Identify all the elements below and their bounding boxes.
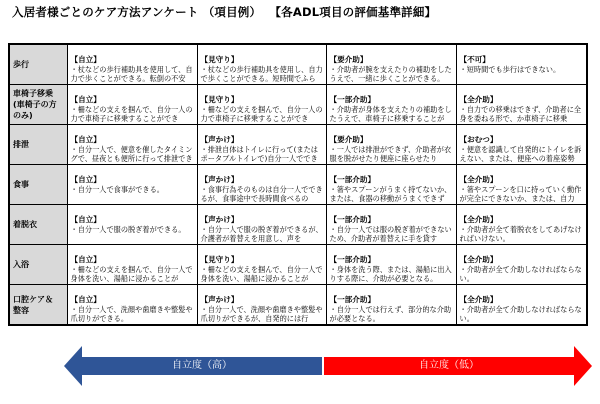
- level-label: 【一部介助】: [329, 255, 376, 264]
- level-label: 【見守り】: [200, 255, 239, 264]
- table-row: [9, 205, 587, 245]
- table-row: [9, 85, 587, 125]
- level-label: 【自立】: [70, 295, 101, 304]
- level-label: 【自立】: [70, 175, 101, 184]
- table-cell: [326, 44, 456, 85]
- level-description: ・自分一人で服の脱ぎ着ができるが、介護者が着替えを用意し、声を: [200, 224, 323, 243]
- level-description: ・食事行為そのものは自分一人でできるが、食事途中で長時間食べるの: [200, 184, 323, 203]
- level-label: 【要介助】: [329, 55, 368, 64]
- table-cell: [67, 44, 197, 85]
- row-header-dressing: 着脱衣: [9, 205, 67, 245]
- independence-low-label: 自立度（低）: [419, 360, 479, 371]
- table-cell: [456, 44, 587, 85]
- table-cell: [197, 44, 326, 85]
- table-cell: [326, 285, 456, 326]
- row-header-eating: 食事: [9, 165, 67, 205]
- table-cell: [67, 125, 197, 165]
- level-label: 【声かけ】: [200, 295, 239, 304]
- row-header-oral-care-grooming: 口腔ケア＆ 整容: [9, 285, 67, 326]
- table-cell: [67, 85, 197, 125]
- table-cell: [67, 245, 197, 285]
- arrow-right-icon: [574, 346, 592, 386]
- table-cell: [67, 205, 197, 245]
- level-description: ・柵などの支えを掴んで、自分一人で身体を洗い、湯船に浸かることが: [70, 264, 193, 283]
- level-label: 【自立】: [70, 135, 101, 144]
- level-description: ・自分一人では行えず、部分的な介助が必要となる。: [329, 304, 452, 323]
- arrow-left-icon: [64, 346, 82, 386]
- level-description: ・自分一人で、洗顔や歯磨きや整髪や爪切りができるが、自発的には行: [200, 304, 323, 323]
- row-header-wheelchair-transfer: 車椅子移乗 (車椅子の方 のみ): [9, 85, 67, 125]
- level-description: ・排泄自体はトイレに行って(または ポータブルトイレで)自分一人ででき: [200, 144, 318, 163]
- level-label: 【一部介助】: [329, 175, 376, 184]
- level-description: ・介助者が全て介助しなければならない。: [459, 304, 582, 323]
- title-text: 入居者様ごとのケア方法アンケート （項目例）: [12, 5, 262, 19]
- level-label: 【全介助】: [459, 255, 498, 264]
- level-label: 【おむつ】: [459, 135, 498, 144]
- level-description: ・柵などの支えを掴んで、自分一人の力で車椅子に移乗することができ: [200, 104, 323, 123]
- table-row: [9, 285, 587, 326]
- level-label: 【自立】: [70, 215, 101, 224]
- independence-scale-arrow: [64, 346, 592, 386]
- level-description: ・自分一人で食事ができる。: [70, 184, 164, 194]
- level-description: ・柵などの支えを掴んで、自分一人の力で車椅子に移乗することができ: [70, 104, 193, 123]
- table-cell: [197, 125, 326, 165]
- level-label: 【一部介助】: [329, 95, 376, 104]
- row-header-toileting: 排泄: [9, 125, 67, 165]
- table-cell: [326, 85, 456, 125]
- table-cell: [197, 165, 326, 205]
- level-label: 【自立】: [70, 55, 101, 64]
- level-label: 【声かけ】: [200, 215, 239, 224]
- level-label: 【全介助】: [459, 215, 498, 224]
- level-description: ・箸やスプーンがうまく持てないか、または、食器の移動がうまくできず: [329, 184, 452, 203]
- table-cell: [326, 125, 456, 165]
- row-header-walking: 歩行: [9, 44, 67, 85]
- level-description: ・箸やスプーンを口に持っていく動作が完全にできないか、または、自力: [459, 184, 582, 203]
- level-description: ・杖などの歩行補助具を使用して、自力で歩くことができる。転倒の不安: [70, 64, 193, 83]
- level-label: 【自立】: [70, 95, 101, 104]
- level-label: 【一部介助】: [329, 295, 376, 304]
- table-cell: [456, 285, 587, 326]
- level-label: 【一部介助】: [329, 215, 376, 224]
- level-description: ・杖などの歩行補助具を使用し、自力で歩くことができる。短時間でふら: [200, 64, 323, 83]
- level-label: 【全介助】: [459, 175, 498, 184]
- table-cell: [197, 85, 326, 125]
- table-row: [9, 165, 587, 205]
- level-description: ・自分一人で、洗顔や歯磨きや整髪や爪切りができる。: [70, 304, 193, 323]
- page-title: [12, 4, 436, 20]
- table-cell: [197, 245, 326, 285]
- level-description: ・身体を洗う際、または、湯船に出入りする際に、介助が必要となる。: [329, 264, 452, 283]
- level-description: ・自分一人では服の脱ぎ着ができないため、介助者が着替えに手を貸す: [329, 224, 452, 243]
- independence-high-label: 自立度（高）: [172, 360, 232, 371]
- level-description: ・一人では排泄ができず、介助者が衣服を脱がせたり便座に座らせたり: [329, 144, 452, 163]
- table-cell: [67, 285, 197, 326]
- level-label: 【見守り】: [200, 95, 239, 104]
- independence-high-bar: [82, 357, 322, 375]
- level-description: ・自力での移乗はできず、介助者に全身を委ねる形で、か車椅子に移乗: [459, 104, 582, 123]
- independence-low-bar: [324, 357, 574, 375]
- level-label: 【全介助】: [459, 95, 498, 104]
- level-description: ・介助者が全て介助しなければならない。: [459, 264, 582, 283]
- table-row: [9, 125, 587, 165]
- level-label: 【全介助】: [459, 295, 498, 304]
- level-label: 【声かけ】: [200, 135, 239, 144]
- subtitle-text: 【各ADL項目の評価基準詳細】: [275, 5, 437, 19]
- table-row: [9, 44, 587, 85]
- table-cell: [326, 205, 456, 245]
- row-header-bathing: 入浴: [9, 245, 67, 285]
- level-description: ・自分一人で服の脱ぎ着ができる。: [70, 224, 186, 234]
- table-cell: [456, 85, 587, 125]
- table-cell: [197, 205, 326, 245]
- table-cell: [197, 285, 326, 326]
- level-label: 【声かけ】: [200, 175, 239, 184]
- table-cell: [67, 165, 197, 205]
- level-description: ・短時間でも歩行はできない。: [459, 64, 561, 74]
- level-description: ・便意を認識して自発的にトイレを訴えない、または、便座への着座姿勢: [459, 144, 582, 163]
- adl-criteria-table: [8, 43, 588, 326]
- level-description: ・介助者が腕を支えたりの補助をしたうえで、一緒に歩くことができる。: [329, 64, 452, 83]
- table-cell: [456, 165, 587, 205]
- level-description: ・介助者が身体を支えたりの補助をしたうえで、車椅子に移乗することが: [329, 104, 452, 123]
- level-label: 【不可】: [459, 55, 490, 64]
- level-label: 【自立】: [70, 255, 101, 264]
- table-cell: [456, 125, 587, 165]
- level-description: ・自分一人で、便意を催したタイミングで、昼夜とも便所に行って排泄でき: [70, 144, 193, 163]
- level-description: ・柵などの支えを掴んで、自分一人で身体を洗い、湯船に浸かることが: [200, 264, 323, 283]
- table-cell: [326, 165, 456, 205]
- table-row: [9, 245, 587, 285]
- level-label: 【要介助】: [329, 135, 368, 144]
- table-cell: [456, 205, 587, 245]
- level-label: 【見守り】: [200, 55, 239, 64]
- table-cell: [326, 245, 456, 285]
- level-description: ・介助者が全て着脱衣をしてあげなければいけない。: [459, 224, 582, 243]
- table-cell: [456, 245, 587, 285]
